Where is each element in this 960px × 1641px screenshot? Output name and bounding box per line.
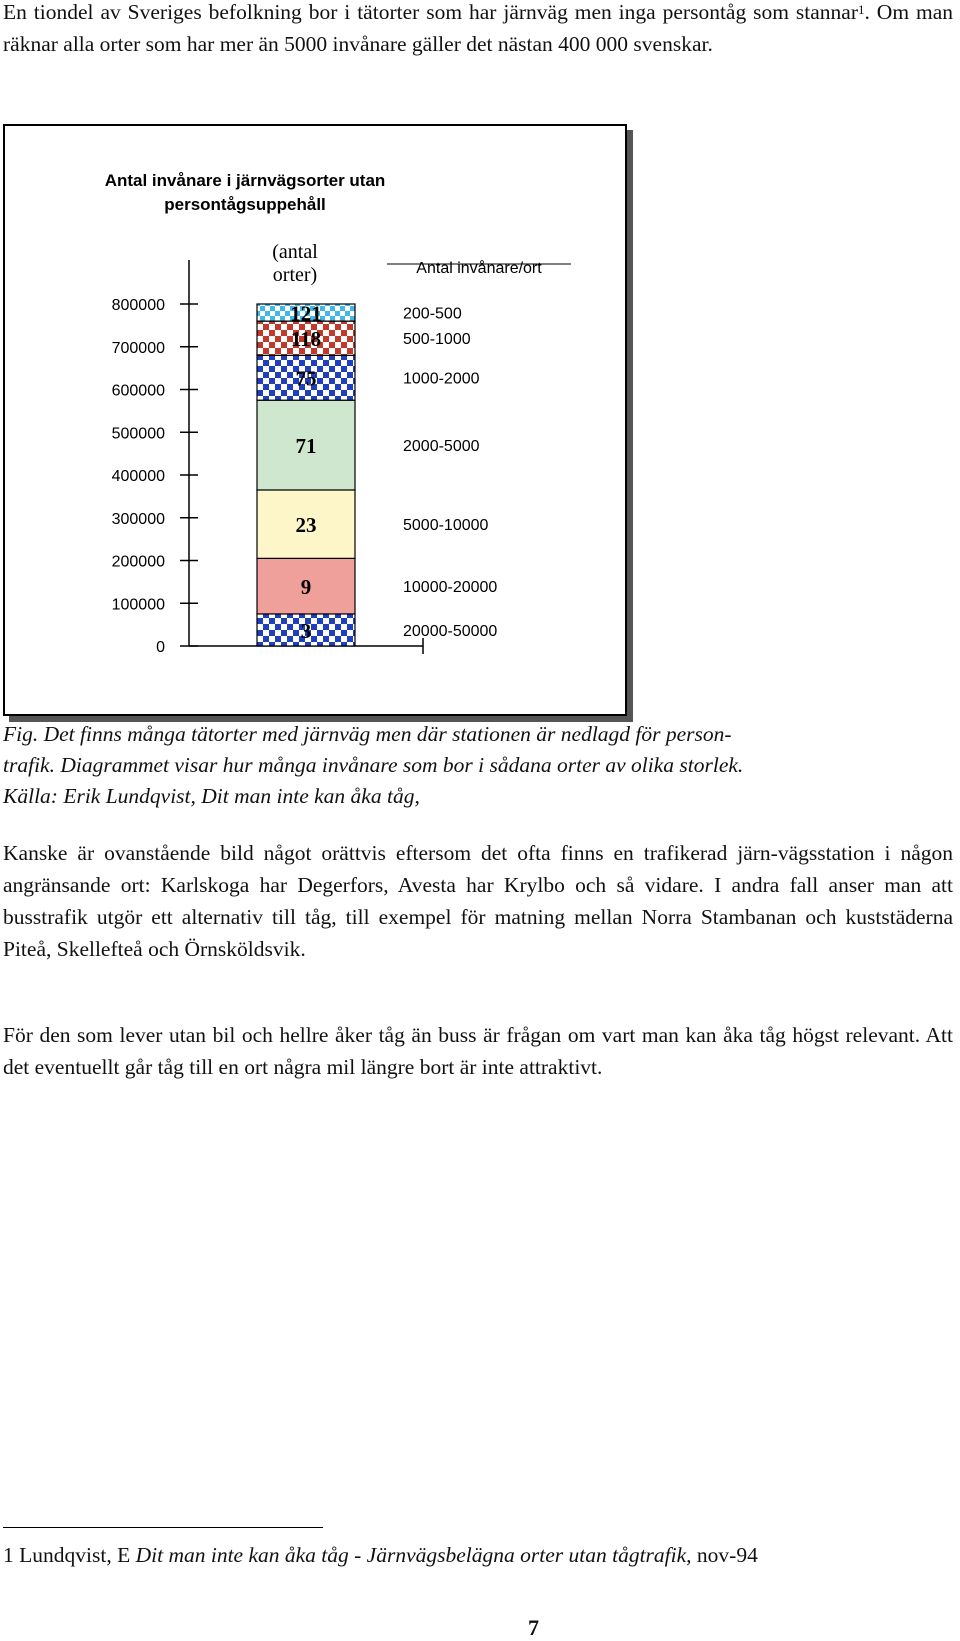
- count-label: 9: [300, 575, 312, 600]
- y-tick-label: 100000: [111, 596, 165, 614]
- footnote-date: nov-94: [691, 1543, 758, 1567]
- paragraph-3: För den som lever utan bil och hellre åker tåg än buss är frågan om vart man kan åka tåg högst relevant. Att det eventuellt går tåg till en ort några mil längre bort är inte attraktivt.: [3, 1023, 953, 1079]
- count-label: 121: [290, 301, 322, 326]
- caption-line1: Fig. Det finns många tätorter med järnväg men där stationen är nedlagd för person-: [3, 722, 732, 746]
- page-number: 7: [528, 1615, 539, 1640]
- legend-range-label: 2000-5000: [403, 438, 480, 456]
- count-label: 71: [295, 434, 317, 459]
- footnote-divider: [3, 1527, 323, 1528]
- y-tick-label: 200000: [111, 553, 165, 571]
- count-label: 75: [295, 366, 317, 391]
- legend-range-label: 5000-10000: [403, 517, 489, 535]
- count-header-line1: (antal: [272, 241, 318, 263]
- footnote-author: Lundqvist, E: [13, 1543, 136, 1567]
- stacked-bar-chart: [5, 126, 625, 714]
- count-header-line2: orter): [272, 264, 318, 286]
- legend-range-label: 10000-20000: [403, 579, 498, 597]
- chart-title-line1: Antal invånare i järnvägsorter utan: [104, 171, 386, 190]
- y-tick-label: 0: [156, 639, 165, 656]
- y-tick-label: 500000: [111, 425, 165, 443]
- footnote: [3, 1540, 953, 1570]
- legend-range-label: 20000-50000: [403, 622, 498, 640]
- legend-range-label: 200-500: [403, 305, 462, 323]
- legend-range-label: 500-1000: [403, 331, 471, 349]
- footnote-ref[interactable]: 1: [858, 2, 865, 17]
- caption-line2: trafik. Diagrammet visar hur många invånare som bor i sådana orter av olika storlek.: [3, 753, 744, 777]
- intro-text: En tiondel av Sveriges befolkning bor i tätorter som har järnväg men inga persontåg som stannar: [3, 0, 858, 24]
- chart-title-line2: persontågsuppehåll: [164, 195, 326, 214]
- y-tick-label: 600000: [111, 382, 165, 400]
- count-label: 3: [300, 618, 312, 643]
- count-label: 118: [290, 327, 322, 352]
- figure-caption: [3, 719, 953, 812]
- paragraph-2: Kanske är ovanstående bild något orättvis eftersom det ofta finns en trafikerad järn-vägsstation i någon angränsande ort: Karlskoga har Degerfors, Avesta har Krylbo och så vidare. I andra fall anser man att busstrafik utgör ett alternativ till tåg, till exempel för matning mellan Norra Stambanan och kuststäderna Piteå, Skellefteå och Örnsköldsvik.: [3, 841, 953, 961]
- intro-text-end: . Om man räknar alla orter som har mer än 5000 invånare gäller det nästan 400 000 svenskar.: [3, 0, 953, 56]
- caption-line3: Källa: Erik Lundqvist, Dit man inte kan åka tåg,: [3, 784, 420, 808]
- chart-frame: [3, 124, 627, 716]
- intro-paragraph: [3, 0, 953, 60]
- y-tick-label: 700000: [111, 339, 165, 357]
- footnote-number: 1: [3, 1543, 14, 1567]
- legend-header: Antal invånare/ort: [416, 260, 542, 277]
- y-tick-label: 300000: [111, 510, 165, 528]
- y-tick-label: 400000: [111, 468, 165, 485]
- y-tick-label: 800000: [111, 297, 165, 314]
- count-label: 23: [295, 513, 317, 538]
- footnote-title: Dit man inte kan åka tåg - Järnvägsbelägna orter utan tågtrafik,: [135, 1543, 692, 1567]
- legend-range-label: 1000-2000: [403, 370, 480, 388]
